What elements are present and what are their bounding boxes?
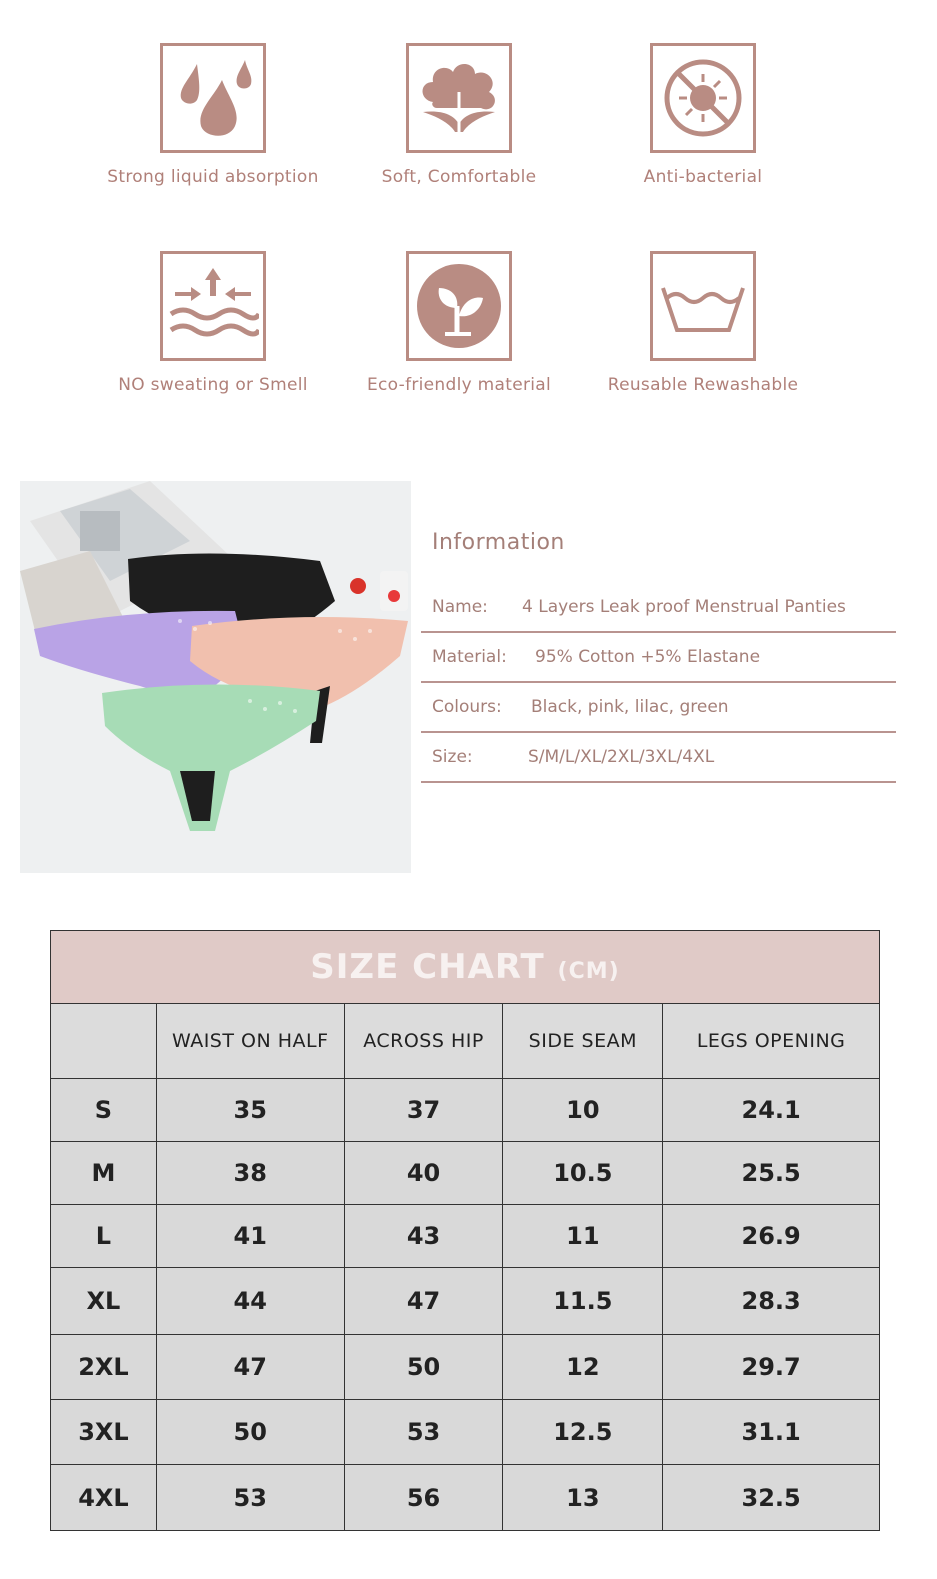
feature-label: NO sweating or Smell	[118, 375, 308, 395]
info-value: 95% Cotton +5% Elastane	[535, 647, 761, 667]
feature-absorption	[93, 43, 333, 187]
size-cell: M	[51, 1142, 157, 1205]
info-key: Size:	[432, 747, 473, 767]
table-cell: 40	[344, 1142, 503, 1205]
table-row	[51, 1465, 880, 1531]
water-drops-icon	[160, 43, 266, 153]
info-row-colours	[421, 683, 896, 733]
size-chart-header-row	[51, 1004, 880, 1079]
table-cell: 38	[156, 1142, 344, 1205]
column-header: SIDE SEAM	[503, 1004, 663, 1079]
info-row-material	[421, 633, 896, 683]
information-title: Information	[432, 530, 565, 555]
anti-bacteria-icon	[650, 43, 756, 153]
table-cell: 37	[344, 1079, 503, 1142]
size-cell: 4XL	[51, 1465, 157, 1531]
table-cell: 41	[156, 1205, 344, 1268]
size-cell: S	[51, 1079, 157, 1142]
size-chart-unit: (CM)	[557, 959, 620, 984]
info-row-name	[421, 583, 896, 633]
table-cell: 32.5	[663, 1465, 880, 1531]
info-key: Name:	[432, 597, 488, 617]
table-cell: 10	[503, 1079, 663, 1142]
feature-label: Eco-friendly material	[366, 375, 552, 395]
column-header: LEGS OPENING	[663, 1004, 880, 1079]
table-row	[51, 1268, 880, 1335]
product-photo	[20, 481, 411, 873]
table-cell: 12.5	[503, 1400, 663, 1465]
table-cell: 47	[156, 1335, 344, 1400]
feature-eco	[339, 251, 579, 395]
table-row	[51, 1400, 880, 1465]
table-row	[51, 1142, 880, 1205]
table-cell: 11	[503, 1205, 663, 1268]
feature-no-sweat	[93, 251, 333, 395]
information-panel	[421, 530, 896, 783]
feature-label: Anti-bacterial	[643, 167, 763, 187]
table-cell: 12	[503, 1335, 663, 1400]
feature-label: Soft, Comfortable	[381, 167, 537, 187]
column-header	[51, 1004, 157, 1079]
table-cell: 24.1	[663, 1079, 880, 1142]
table-cell: 44	[156, 1268, 344, 1335]
feature-label: Strong liquid absorption	[107, 167, 319, 187]
table-cell: 53	[344, 1400, 503, 1465]
size-chart-title	[51, 931, 880, 1004]
airflow-icon	[160, 251, 266, 361]
size-chart-table	[50, 930, 880, 1531]
feature-soft	[339, 43, 579, 187]
cotton-icon	[406, 43, 512, 153]
table-cell: 10.5	[503, 1142, 663, 1205]
table-cell: 35	[156, 1079, 344, 1142]
table-cell: 56	[344, 1465, 503, 1531]
table-cell: 47	[344, 1268, 503, 1335]
table-row	[51, 1079, 880, 1142]
table-cell: 53	[156, 1465, 344, 1531]
eco-leaf-icon	[406, 251, 512, 361]
feature-label: Reusable Rewashable	[607, 375, 799, 395]
table-cell: 13	[503, 1465, 663, 1531]
table-row	[51, 1205, 880, 1268]
table-cell: 26.9	[663, 1205, 880, 1268]
wash-basin-icon	[650, 251, 756, 361]
info-value: Black, pink, lilac, green	[531, 697, 729, 717]
size-cell: XL	[51, 1268, 157, 1335]
feature-antibacterial	[583, 43, 823, 187]
column-header: WAIST ON HALF	[156, 1004, 344, 1079]
table-cell: 50	[156, 1400, 344, 1465]
table-cell: 28.3	[663, 1268, 880, 1335]
info-value: 4 Layers Leak proof Menstrual Panties	[522, 597, 846, 617]
table-cell: 50	[344, 1335, 503, 1400]
size-chart-title-text: SIZE CHART	[310, 947, 545, 987]
info-key: Colours:	[432, 697, 502, 717]
info-key: Material:	[432, 647, 507, 667]
table-cell: 29.7	[663, 1335, 880, 1400]
size-cell: 2XL	[51, 1335, 157, 1400]
size-cell: L	[51, 1205, 157, 1268]
table-row	[51, 1335, 880, 1400]
column-header: ACROSS HIP	[344, 1004, 503, 1079]
feature-reusable	[583, 251, 823, 395]
table-cell: 25.5	[663, 1142, 880, 1205]
info-row-size	[421, 733, 896, 783]
table-cell: 31.1	[663, 1400, 880, 1465]
size-cell: 3XL	[51, 1400, 157, 1465]
table-cell: 43	[344, 1205, 503, 1268]
table-cell: 11.5	[503, 1268, 663, 1335]
info-value: S/M/L/XL/2XL/3XL/4XL	[528, 747, 715, 767]
